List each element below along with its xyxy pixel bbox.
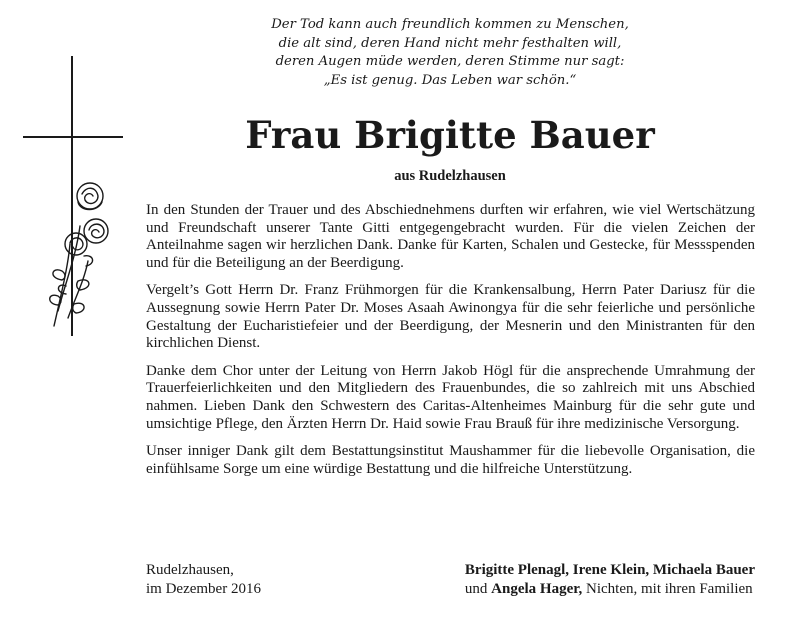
place: Rudelzhausen,	[146, 562, 234, 578]
signers	[465, 561, 755, 598]
paragraph: In den Stunden der Trauer und des Abschiednehmens durften wir erfahren, wie viel Wertschätzung und Freundschaft unserer Tante Gitti entgegengebracht wurden. Für die vielen Zeichen der Anteilnahme sagen wir herzlichen Dank. Danke für Karten, Schalen und Gestecke, für Messspenden und für die Beteiligung an der Beerdigung.	[146, 202, 755, 272]
rose-icon	[50, 183, 108, 326]
poem-line: „Es ist genug. Das Leben war schön.“	[323, 72, 577, 88]
thanks-text	[146, 202, 755, 488]
poem-verse	[150, 16, 750, 90]
deceased-name: Frau Brigitte Bauer	[245, 113, 655, 157]
poem-line: die alt sind, deren Hand nicht mehr festhalten will,	[278, 35, 622, 51]
paragraph: Vergelt’s Gott Herrn Dr. Franz Frühmorgen für die Krankensalbung, Herrn Pater Dariusz für die Aussegnung sowie Herrn Pater Dr. Moses Asaah Awinongya für die sehr feierliche und persönliche Gestaltung der Eucharistiefeier und der Beerdigung, der Mesnerin und den Ministranten für den kirchlichen Dienst.	[146, 282, 755, 352]
signers-names: Brigitte Plenagl, Irene Klein, Michaela Bauer	[464, 562, 755, 578]
signers-name-2: Angela Hager,	[491, 580, 583, 597]
place-date	[146, 561, 261, 598]
poem-line: deren Augen müde werden, deren Stimme nur sagt:	[275, 54, 625, 70]
deceased-origin: aus Rudelzhausen	[394, 168, 506, 184]
paragraph: Unser inniger Dank gilt dem Bestattungsinstitut Maushammer für die liebevolle Organisation, die einfühlsame Sorge um eine würdige Bestattung und die hilfreiche Unterstützung.	[146, 442, 755, 477]
signers-prefix: und	[464, 580, 488, 597]
date: im Dezember 2016	[146, 580, 261, 597]
cross-icon	[18, 56, 128, 336]
poem-line: Der Tod kann auch freundlich kommen zu Menschen,	[271, 17, 629, 32]
paragraph: Danke dem Chor unter der Leitung von Herrn Jakob Högl für die ansprechende Umrahmung der Trauerfeierlichkeiten und den Mitgliedern des Frauenbundes, die so zahlreich mit uns Abschied nahmen. Lieben Dank den Schwestern des Caritas-Altenheimes Mainburg für die sehr gute und umsichtige Pflege, den Ärzten Herrn Dr. Haid sowie Frau Brauß für ihre medizinische Versorgung.	[146, 362, 755, 432]
signers-relation: Nichten, mit ihren Familien	[586, 580, 753, 597]
